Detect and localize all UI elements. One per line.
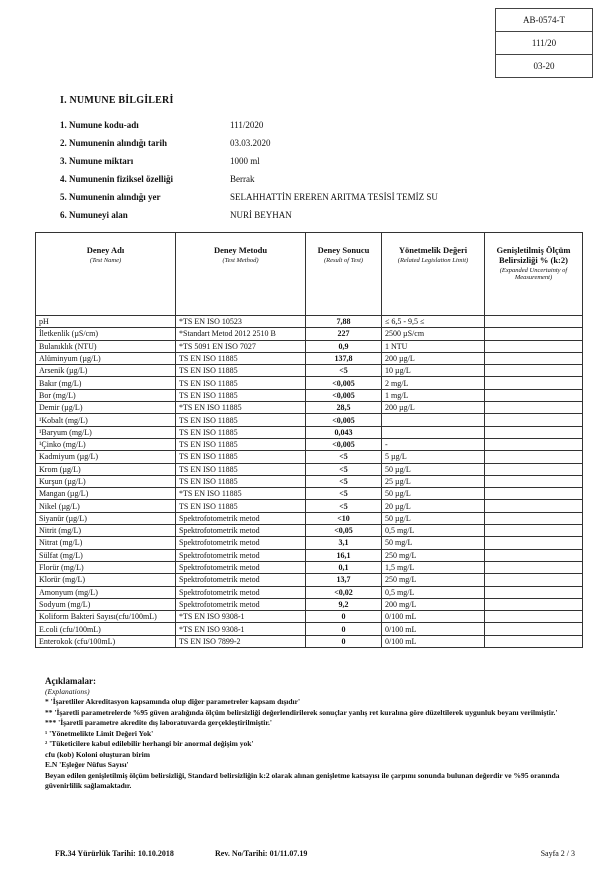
method-cell: TS EN ISO 11885 [176, 500, 306, 512]
table-row [36, 549, 583, 561]
limit-cell [382, 426, 485, 438]
test-name-cell: Nitrat (mg/L) [36, 537, 176, 549]
col-header-uncertainty: Genişletilmiş Ölçüm Belirsizliği % (k:2) (Expanded Uncertainty of Measurement) [485, 233, 583, 316]
results-table-body [36, 316, 583, 648]
limit-cell: 0,5 mg/L [382, 586, 485, 598]
note-line: ** 'İşaretli parametrelerde %95 güven aralığında ölçüm belirsizliği değerlendirilerek sonuçlar yanlış ret kuralına göre düzeltilerek uygunluk beyanı verilmiştir.' [45, 707, 558, 717]
uncertainty-cell [485, 402, 583, 414]
table-header-row [36, 233, 583, 316]
method-cell: TS EN ISO 7899-2 [176, 635, 306, 647]
info-row [60, 152, 540, 170]
uncertainty-cell [485, 574, 583, 586]
table-row [36, 488, 583, 500]
info-value: 1000 ml [230, 156, 260, 166]
result-cell: <0,005 [306, 377, 382, 389]
limit-cell: 50 µg/L [382, 463, 485, 475]
method-cell: TS EN ISO 11885 [176, 389, 306, 401]
table-row [36, 414, 583, 426]
results-table [35, 232, 583, 648]
method-cell: TS EN ISO 11885 [176, 414, 306, 426]
test-name-cell: İletkenlik (µS/cm) [36, 328, 176, 340]
result-cell: <10 [306, 512, 382, 524]
info-value: Berrak [230, 174, 255, 184]
uncertainty-cell [485, 377, 583, 389]
uncertainty-cell [485, 500, 583, 512]
uncertainty-cell [485, 389, 583, 401]
info-label: 6. Numuneyi alan [60, 210, 128, 220]
test-name-cell: Klorür (mg/L) [36, 574, 176, 586]
uncertainty-cell [485, 611, 583, 623]
limit-cell: 2500 µS/cm [382, 328, 485, 340]
limit-cell: 200 µg/L [382, 352, 485, 364]
table-row [36, 500, 583, 512]
table-row [36, 574, 583, 586]
method-cell: TS EN ISO 11885 [176, 475, 306, 487]
info-label: 5. Numunenin alındığı yer [60, 192, 161, 202]
footer-form-info: FR.34 Yürürlük Tarihi: 10.10.2018 [55, 849, 174, 858]
note-line: Beyan edilen genişletilmiş ölçüm belirsizliği, Standard belirsizliğin k:2 olarak alınan genişletme katsayısı ile çarpımı sonunda bulunan değerdir ve %95 oranında güvenirlilik sağlamaktadır. [45, 770, 560, 790]
method-cell: TS EN ISO 11885 [176, 451, 306, 463]
uncertainty-cell [485, 586, 583, 598]
document-code-box [495, 8, 593, 78]
result-cell: 0 [306, 635, 382, 647]
limit-cell: 200 mg/L [382, 598, 485, 610]
test-name-cell: Demir (µg/L) [36, 402, 176, 414]
limit-cell: 0/100 mL [382, 611, 485, 623]
limit-cell: 0,5 mg/L [382, 525, 485, 537]
uncertainty-cell [485, 365, 583, 377]
limit-cell [382, 414, 485, 426]
uncertainty-cell [485, 352, 583, 364]
test-name-cell: Mangan (µg/L) [36, 488, 176, 500]
uncertainty-cell [485, 525, 583, 537]
note-line: E.N 'Eşleğer Nüfus Sayısı' [45, 760, 129, 769]
limit-cell: 0/100 mL [382, 623, 485, 635]
info-row [60, 116, 540, 134]
uncertainty-cell [485, 475, 583, 487]
table-row [36, 463, 583, 475]
uncertainty-cell [485, 537, 583, 549]
explanations-title-en: (Explanations) [45, 686, 90, 696]
result-cell: <0,02 [306, 586, 382, 598]
info-value: 111/2020 [230, 120, 264, 130]
table-row [36, 328, 583, 340]
table-row [36, 598, 583, 610]
test-name-cell: Koliform Bakteri Sayısı(cfu/100mL) [36, 611, 176, 623]
table-row [36, 623, 583, 635]
test-name-cell: Alüminyum (µg/L) [36, 352, 176, 364]
uncertainty-cell [485, 463, 583, 475]
result-cell: <5 [306, 488, 382, 500]
note-line: * 'İşaretliler Akreditasyon kapsamında olup diğer parametreler kapsam dışıdır' [45, 697, 301, 706]
result-cell: 28,5 [306, 402, 382, 414]
method-cell: *TS EN ISO 9308-1 [176, 611, 306, 623]
footer-revision: Rev. No/Tarihi: 01/11.07.19 [215, 849, 308, 858]
doc-code: AB-0574-T [496, 9, 592, 32]
result-cell: <5 [306, 451, 382, 463]
explanations [45, 676, 575, 792]
result-cell: <0,005 [306, 438, 382, 450]
result-cell: <5 [306, 500, 382, 512]
test-name-cell: ¹Çinko (mg/L) [36, 438, 176, 450]
table-row [36, 438, 583, 450]
col-header-result: Deney Sonucu (Result of Test) [306, 233, 382, 316]
method-cell: TS EN ISO 11885 [176, 365, 306, 377]
table-row [36, 316, 583, 328]
uncertainty-cell [485, 316, 583, 328]
result-cell: <5 [306, 463, 382, 475]
info-value: SELAHHATTİN EREREN ARITMA TESİSİ TEMİZ SU [230, 192, 438, 202]
limit-cell: 200 µg/L [382, 402, 485, 414]
uncertainty-cell [485, 561, 583, 573]
uncertainty-cell [485, 488, 583, 500]
table-row [36, 389, 583, 401]
method-cell: Spektrofotometrik metod [176, 512, 306, 524]
doc-period: 03-20 [533, 61, 555, 71]
test-name-cell: Florür (mg/L) [36, 561, 176, 573]
method-cell: Spektrofotometrik metod [176, 598, 306, 610]
method-cell: *TS EN ISO 11885 [176, 488, 306, 500]
result-cell: 0,9 [306, 340, 382, 352]
col-header-test-name: Deney Adı (Test Name) [36, 233, 176, 316]
info-row [60, 170, 540, 188]
test-name-cell: Nikel (µg/L) [36, 500, 176, 512]
table-row [36, 525, 583, 537]
limit-cell: 50 mg/L [382, 537, 485, 549]
col-header-method: Deney Metodu (Test Method) [176, 233, 306, 316]
info-value: 03.03.2020 [230, 138, 271, 148]
method-cell: *TS EN ISO 10523 [176, 316, 306, 328]
limit-cell: 50 µg/L [382, 512, 485, 524]
info-label: 1. Numune kodu-adı [60, 120, 139, 130]
limit-cell: 50 µg/L [382, 488, 485, 500]
table-row [36, 635, 583, 647]
uncertainty-cell [485, 414, 583, 426]
table-row [36, 377, 583, 389]
uncertainty-cell [485, 451, 583, 463]
info-row [60, 206, 540, 224]
test-name-cell: Kurşun (µg/L) [36, 475, 176, 487]
test-name-cell: pH [36, 316, 176, 328]
page-footer [55, 849, 575, 858]
uncertainty-cell [485, 549, 583, 561]
table-row [36, 561, 583, 573]
table-row [36, 426, 583, 438]
result-cell: <0,005 [306, 414, 382, 426]
method-cell: TS EN ISO 11885 [176, 438, 306, 450]
uncertainty-cell [485, 635, 583, 647]
table-row [36, 537, 583, 549]
footer-page-number: Sayfa 2 / 3 [540, 849, 575, 858]
method-cell: TS EN ISO 11885 [176, 426, 306, 438]
info-label: 2. Numunenin alındığı tarih [60, 138, 168, 148]
limit-cell: 2 mg/L [382, 377, 485, 389]
result-cell: 9,2 [306, 598, 382, 610]
table-row [36, 352, 583, 364]
result-cell: 3,1 [306, 537, 382, 549]
table-row [36, 365, 583, 377]
info-label: 3. Numune miktarı [60, 156, 134, 166]
method-cell: Spektrofotometrik metod [176, 561, 306, 573]
uncertainty-cell [485, 426, 583, 438]
info-label: 4. Numunenin fiziksel özelliği [60, 174, 174, 184]
method-cell: Spektrofotometrik metod [176, 574, 306, 586]
method-cell: Spektrofotometrik metod [176, 586, 306, 598]
result-cell: 13,7 [306, 574, 382, 586]
table-row [36, 451, 583, 463]
result-cell: <5 [306, 475, 382, 487]
info-value: NURİ BEYHAN [230, 210, 292, 220]
limit-cell: 0/100 mL [382, 635, 485, 647]
uncertainty-cell [485, 598, 583, 610]
note-line: ² 'Tüketicilere kabul edilebilir herhangi bir anormal değişim yok' [45, 739, 254, 748]
test-name-cell: Sodyum (mg/L) [36, 598, 176, 610]
result-cell: <0,005 [306, 389, 382, 401]
test-name-cell: ¹Kobalt (mg/L) [36, 414, 176, 426]
section-title: I. NUMUNE BİLGİLERİ [60, 95, 174, 106]
limit-cell: 1 mg/L [382, 389, 485, 401]
method-cell: Spektrofotometrik metod [176, 549, 306, 561]
note-line: *** 'İşaretli parametre akredite dış laboratuvarda gerçekleştirilmiştir.' [45, 718, 272, 727]
limit-cell: 25 µg/L [382, 475, 485, 487]
table-row [36, 402, 583, 414]
test-name-cell: Krom (µg/L) [36, 463, 176, 475]
result-cell: <5 [306, 365, 382, 377]
test-name-cell: Siyanür (µg/L) [36, 512, 176, 524]
uncertainty-cell [485, 328, 583, 340]
info-row [60, 188, 540, 206]
test-name-cell: ¹Baryum (mg/L) [36, 426, 176, 438]
uncertainty-cell [485, 438, 583, 450]
note-line: ¹ 'Yönetmelikte Limit Değeri Yok' [45, 728, 154, 738]
test-name-cell: Nitrit (mg/L) [36, 525, 176, 537]
method-cell: Spektrofotometrik metod [176, 537, 306, 549]
test-name-cell: Bor (mg/L) [36, 389, 176, 401]
method-cell: TS EN ISO 11885 [176, 377, 306, 389]
result-cell: 0 [306, 611, 382, 623]
test-name-cell: Bakır (mg/L) [36, 377, 176, 389]
method-cell: *TS 5091 EN ISO 7027 [176, 340, 306, 352]
note-line: cfu (kob) Koloni oluşturan birim [45, 749, 151, 759]
result-cell: 16,1 [306, 549, 382, 561]
table-row [36, 611, 583, 623]
test-name-cell: Amonyum (mg/L) [36, 586, 176, 598]
explanations-title: Açıklamalar: [45, 676, 96, 686]
limit-cell: 1 NTU [382, 340, 485, 352]
sample-info [60, 116, 540, 224]
result-cell: 0 [306, 623, 382, 635]
sample-number: 111/20 [496, 32, 592, 55]
result-cell: 137,8 [306, 352, 382, 364]
result-cell: 227 [306, 328, 382, 340]
method-cell: TS EN ISO 11885 [176, 463, 306, 475]
result-cell: 0,043 [306, 426, 382, 438]
limit-cell: 250 mg/L [382, 574, 485, 586]
limit-cell: 250 mg/L [382, 549, 485, 561]
limit-cell: 1,5 mg/L [382, 561, 485, 573]
method-cell: *Standart Metod 2012 2510 B [176, 328, 306, 340]
result-cell: 0,1 [306, 561, 382, 573]
table-row [36, 512, 583, 524]
table-row [36, 586, 583, 598]
method-cell: TS EN ISO 11885 [176, 352, 306, 364]
test-name-cell: Sülfat (mg/L) [36, 549, 176, 561]
test-name-cell: Arsenik (µg/L) [36, 365, 176, 377]
uncertainty-cell [485, 512, 583, 524]
test-name-cell: E.coli (cfu/100mL) [36, 623, 176, 635]
info-row [60, 134, 540, 152]
table-row [36, 475, 583, 487]
limit-cell: - [382, 438, 485, 450]
limit-cell: ≤ 6,5 - 9,5 ≤ [382, 316, 485, 328]
result-cell: 7,88 [306, 316, 382, 328]
test-name-cell: Kadmiyum (µg/L) [36, 451, 176, 463]
method-cell: *TS EN ISO 11885 [176, 402, 306, 414]
col-header-limit: Yönetmelik Değeri (Related Legislation Limit) [382, 233, 485, 316]
table-row [36, 340, 583, 352]
limit-cell: 5 µg/L [382, 451, 485, 463]
method-cell: Spektrofotometrik metod [176, 525, 306, 537]
result-cell: <0,05 [306, 525, 382, 537]
test-name-cell: Enterokok (cfu/100mL) [36, 635, 176, 647]
test-name-cell: Bulanıklık (NTU) [36, 340, 176, 352]
method-cell: *TS EN ISO 9308-1 [176, 623, 306, 635]
uncertainty-cell [485, 623, 583, 635]
limit-cell: 20 µg/L [382, 500, 485, 512]
uncertainty-cell [485, 340, 583, 352]
limit-cell: 10 µg/L [382, 365, 485, 377]
